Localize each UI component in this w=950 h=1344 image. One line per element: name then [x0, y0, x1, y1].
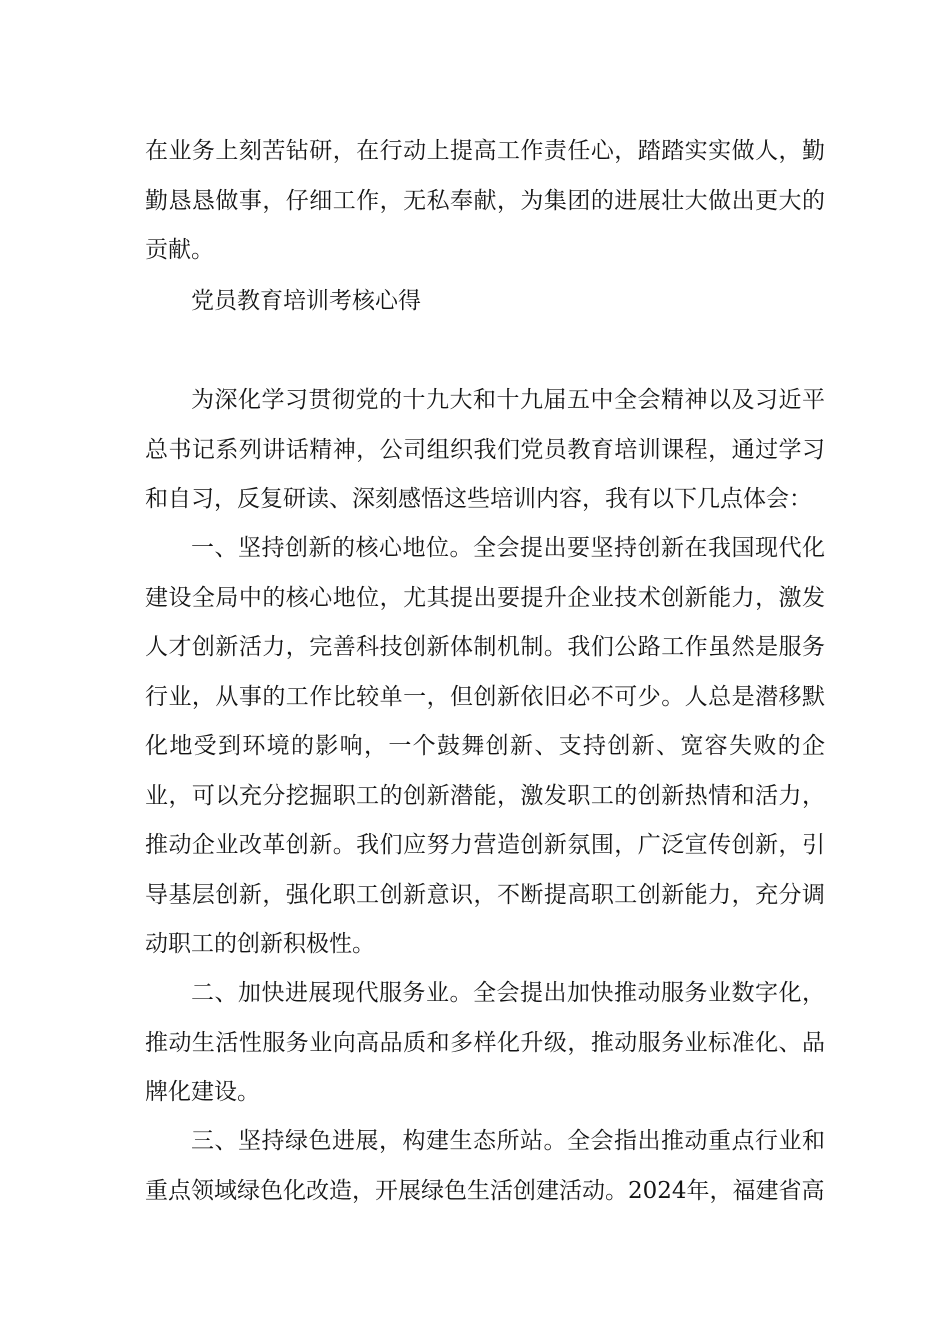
intro-paragraph: 为深化学习贯彻党的十九大和十九届五中全会精神以及习近平总书记系列讲话精神，公司组织我们党员教育培训课程，通过学习和自习，反复研读、深刻感悟这些培训内容，我有以下几点体会： — [145, 387, 825, 512]
point-one-paragraph: 一、坚持创新的核心地位。全会提出要坚持创新在我国现代化建设全局中的核心地位，尤其提出要提升企业技术创新能力，激发人才创新活力，完善科技创新体制机制。我们公路工作虽然是服务行业，从事的工作比较单一，但创新依旧必不可少。人总是潜移默化地受到环境的影响，一个鼓舞创新、支持创新、宽容失败的企业，可以充分挖掘职工的创新潜能，激发职工的创新热情和活力，推动企业改革创新。我们应努力营造创新氛围，广泛宣传创新，引导基层创新，强化职工创新意识，不断提高职工创新能力，充分调动职工的创新积极性。 — [145, 535, 825, 957]
point-two-paragraph: 二、加快进展现代服务业。全会提出加快推动服务业数字化，推动生活性服务业向高品质和多样化升级，推动服务业标准化、品牌化建设。 — [145, 980, 825, 1105]
continued-paragraph: 在业务上刻苦钻研，在行动上提高工作责任心，踏踏实实做人，勤勤恳恳做事，仔细工作，无私奉献，为集团的进展壮大做出更大的贡献。 — [145, 138, 825, 263]
point-three-paragraph: 三、坚持绿色进展，构建生态所站。全会指出推动重点行业和重点领域绿色化改造，开展绿色生活创建活动。2024年，福建省高 — [145, 1128, 825, 1204]
document-title: 党员教育培训考核心得 — [191, 288, 421, 314]
